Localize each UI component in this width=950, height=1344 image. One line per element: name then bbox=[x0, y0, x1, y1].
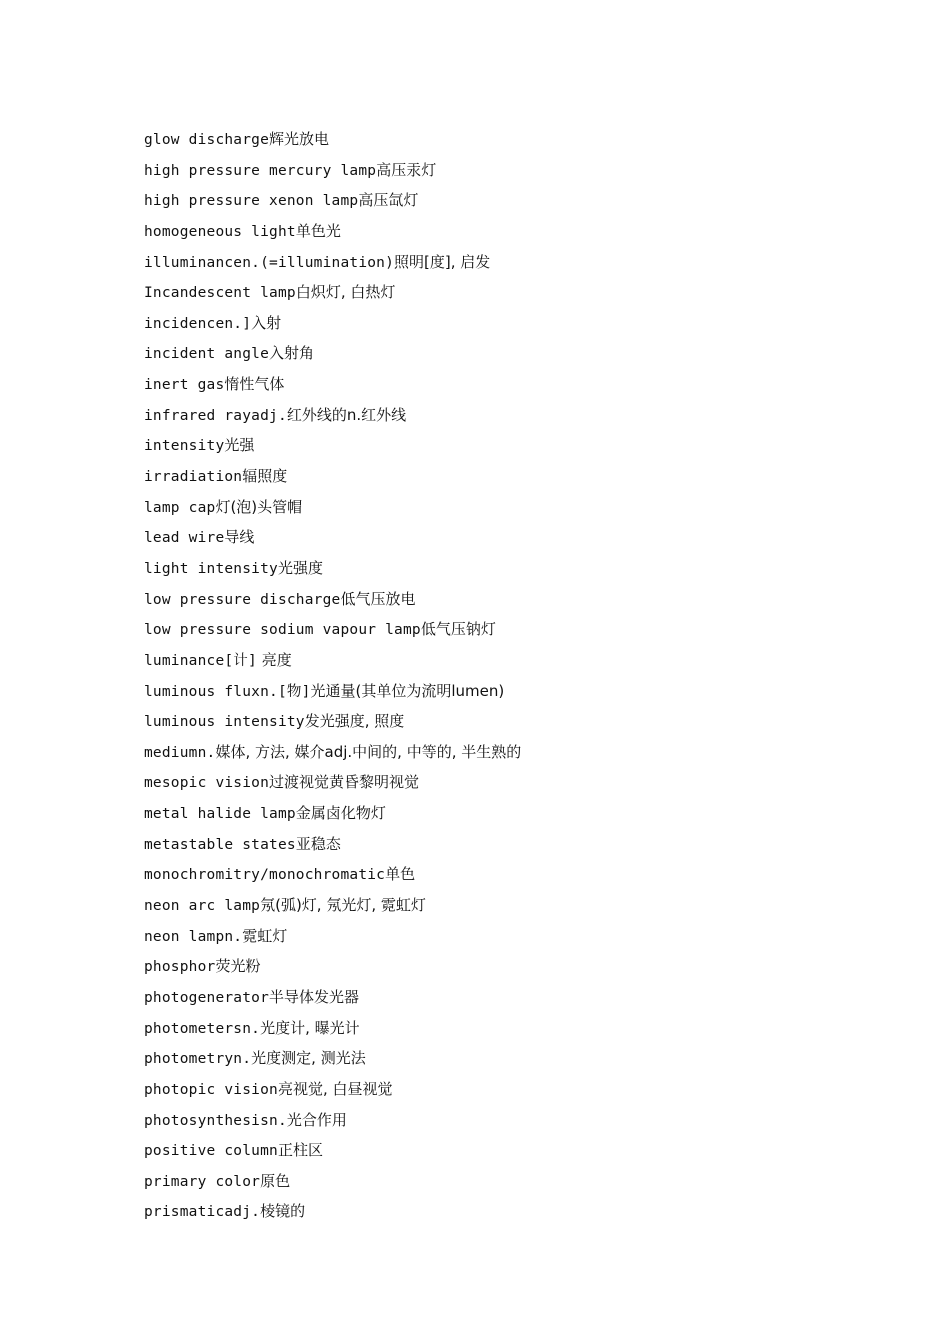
entry-translation: 亮度 bbox=[256, 650, 292, 669]
entry-term: neon arc lamp bbox=[144, 898, 261, 915]
glossary-entry bbox=[144, 676, 521, 707]
glossary-entry bbox=[144, 1074, 521, 1105]
entry-translation: 导线 bbox=[224, 528, 255, 547]
entry-term: Incandescent lamp bbox=[144, 285, 296, 302]
entry-translation: 白炽灯, 白热灯 bbox=[295, 283, 396, 302]
entry-translation: 单色光 bbox=[295, 221, 341, 240]
entry-translation: 辉光放电 bbox=[269, 130, 330, 148]
entry-translation: 过渡视觉黄昏黎明视觉 bbox=[269, 773, 420, 792]
entry-translation: 入射 bbox=[251, 313, 282, 332]
glossary-entry bbox=[144, 1135, 521, 1166]
entry-term: light intensity bbox=[144, 560, 278, 577]
entry-term: high pressure xenon lamp bbox=[144, 193, 359, 210]
entry-term: phosphor bbox=[144, 959, 216, 976]
entry-translation: 光合作用 bbox=[286, 1110, 347, 1129]
entry-term: lead wire bbox=[144, 530, 225, 547]
entry-translation: 红外线的n.红外线 bbox=[286, 405, 407, 424]
entry-translation: 照明[度], 启发 bbox=[394, 252, 491, 271]
entry-translation: 原色 bbox=[260, 1171, 291, 1190]
entry-translation: 媒体, 方法, 媒介adj.中间的, 中等的, 半生熟的 bbox=[215, 742, 522, 761]
entry-translation: 霓虹灯 bbox=[242, 926, 288, 945]
glossary-entry bbox=[144, 185, 521, 216]
entry-translation: 亮视觉, 白昼视觉 bbox=[277, 1079, 393, 1098]
entry-term: monochromitry/monochromatic bbox=[144, 867, 386, 884]
entry-translation: 半导体发光器 bbox=[269, 987, 360, 1006]
entry-translation: 亚稳态 bbox=[295, 834, 341, 853]
entry-term: photopic vision bbox=[144, 1081, 278, 1098]
entry-translation: 棱镜的 bbox=[260, 1202, 306, 1221]
entry-term: photosynthesisn. bbox=[144, 1112, 287, 1129]
entry-term: metal halide lamp bbox=[144, 806, 296, 823]
entry-term: irradiation bbox=[144, 469, 243, 486]
entry-term: lamp cap bbox=[144, 499, 216, 516]
entry-term: glow discharge bbox=[144, 132, 270, 148]
glossary-entry bbox=[144, 1196, 521, 1227]
glossary-entry bbox=[144, 798, 521, 829]
entry-translation: 灯(泡)头管帽 bbox=[215, 497, 303, 516]
entry-term: incidencen.] bbox=[144, 315, 252, 332]
entry-term: photometryn. bbox=[144, 1051, 252, 1068]
glossary-entry bbox=[144, 277, 521, 308]
glossary-entry bbox=[144, 829, 521, 860]
glossary-entry bbox=[144, 921, 521, 952]
entry-term: mediumn. bbox=[144, 744, 216, 761]
entry-term: mesopic vision bbox=[144, 775, 270, 792]
glossary-entry bbox=[144, 492, 521, 523]
glossary-entry bbox=[144, 1105, 521, 1136]
glossary-entry bbox=[144, 859, 521, 890]
glossary-entry bbox=[144, 584, 521, 615]
entry-term: photogenerator bbox=[144, 989, 270, 1006]
entry-translation: 入射角 bbox=[269, 344, 315, 363]
glossary-entry bbox=[144, 247, 521, 278]
entry-term: luminous fluxn.[物] bbox=[144, 683, 311, 700]
glossary-entry bbox=[144, 338, 521, 369]
glossary-entry bbox=[144, 461, 521, 492]
entry-term: primary color bbox=[144, 1173, 261, 1190]
entry-term: incident angle bbox=[144, 346, 270, 363]
entry-translation: 光度测定, 测光法 bbox=[251, 1049, 366, 1068]
glossary-entry bbox=[144, 369, 521, 400]
entry-term: intensity bbox=[144, 438, 225, 455]
entry-term: low pressure discharge bbox=[144, 591, 341, 608]
entry-translation: 单色 bbox=[385, 865, 416, 884]
glossary-entry bbox=[144, 308, 521, 339]
glossary-entry bbox=[144, 982, 521, 1013]
glossary-entry bbox=[144, 155, 521, 186]
glossary-entry bbox=[144, 216, 521, 247]
entry-translation: 氖(弧)灯, 氖光灯, 霓虹灯 bbox=[260, 896, 426, 915]
glossary-entry bbox=[144, 951, 521, 982]
glossary-entry bbox=[144, 645, 521, 676]
entry-term: photometersn. bbox=[144, 1020, 261, 1037]
glossary-entry bbox=[144, 1043, 521, 1074]
entry-translation: 荧光粉 bbox=[215, 957, 261, 976]
entry-translation: 光强 bbox=[224, 436, 255, 455]
entry-translation: 正柱区 bbox=[277, 1141, 323, 1160]
entry-term: luminous intensity bbox=[144, 714, 305, 731]
entry-translation: 低气压钠灯 bbox=[420, 620, 496, 639]
entry-translation: 低气压放电 bbox=[340, 589, 416, 608]
entry-term: infrared rayadj. bbox=[144, 407, 287, 424]
glossary-entry bbox=[144, 1166, 521, 1197]
entry-translation: 光度计, 曝光计 bbox=[260, 1018, 360, 1037]
glossary-entry bbox=[144, 522, 521, 553]
entry-translation: 惰性气体 bbox=[224, 375, 285, 394]
entry-translation: 光强度 bbox=[277, 558, 323, 577]
entry-term: low pressure sodium vapour lamp bbox=[144, 622, 421, 639]
entry-translation: 高压氙灯 bbox=[358, 191, 419, 210]
glossary-entry bbox=[144, 767, 521, 798]
entry-translation: 金属卤化物灯 bbox=[295, 804, 386, 823]
entry-translation: 光通量(其单位为流明lumen) bbox=[310, 681, 505, 700]
entry-term: homogeneous light bbox=[144, 223, 296, 240]
glossary-entry bbox=[144, 890, 521, 921]
entry-term: prismaticadj. bbox=[144, 1204, 261, 1221]
glossary-entry bbox=[144, 1013, 521, 1044]
glossary-entry bbox=[144, 706, 521, 737]
entry-translation: 辐照度 bbox=[242, 467, 288, 486]
entry-term: illuminancen.(=illumination) bbox=[144, 254, 395, 271]
entry-term: positive column bbox=[144, 1143, 278, 1160]
entry-term: inert gas bbox=[144, 377, 225, 394]
entry-term: luminance[计] bbox=[144, 652, 257, 669]
glossary-entry bbox=[144, 400, 521, 431]
entry-term: high pressure mercury lamp bbox=[144, 162, 377, 179]
glossary-list bbox=[144, 124, 521, 1227]
glossary-entry bbox=[144, 430, 521, 461]
entry-term: neon lampn. bbox=[144, 928, 243, 945]
entry-translation: 高压汞灯 bbox=[376, 160, 437, 179]
entry-translation: 发光强度, 照度 bbox=[304, 712, 405, 731]
glossary-entry bbox=[144, 553, 521, 584]
glossary-entry bbox=[144, 124, 521, 155]
entry-term: metastable states bbox=[144, 836, 296, 853]
glossary-entry bbox=[144, 737, 521, 768]
glossary-entry bbox=[144, 614, 521, 645]
